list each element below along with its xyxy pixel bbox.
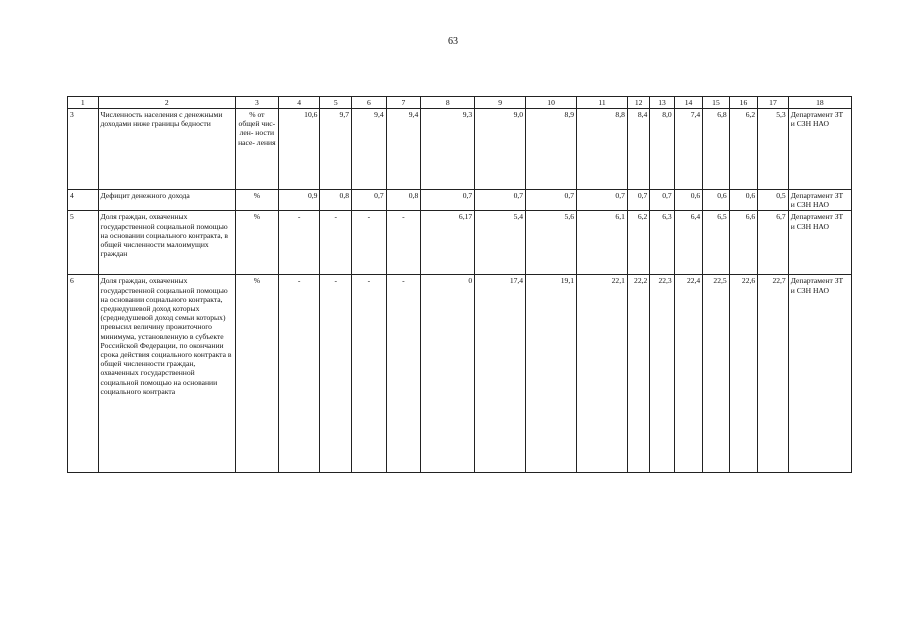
header-cell: 10 [526, 97, 577, 109]
header-cell: 18 [788, 97, 851, 109]
value-cell: 0,8 [386, 190, 421, 211]
value-cell: 22,3 [650, 275, 674, 473]
indicator-name: Доля граждан, охваченных государственной социальной помощью на основании социального контракта, среднедушевой доход которых (среднедушевой доход семьи которых) превысил величину прожиточного минимума, установленную в субъекте Российской Федерации, по окончании срока действия социального контракта в общей численности граждан, охваченных государственной социальной помощью на основании социального контракта [98, 275, 235, 473]
header-cell: 6 [352, 97, 387, 109]
value-cell: 6,2 [729, 109, 758, 190]
value-cell: 10,6 [278, 109, 320, 190]
value-cell: - [320, 275, 352, 473]
unit-cell: % [235, 190, 278, 211]
unit-cell: % [235, 275, 278, 473]
value-cell: 22,7 [758, 275, 789, 473]
table-row [68, 190, 852, 211]
table-row [68, 275, 852, 473]
responsible-cell: Департамент ЗТ и СЗН НАО [788, 275, 851, 473]
header-cell: 5 [320, 97, 352, 109]
unit-cell: % от общей чис- лен- ности насе- ления [235, 109, 278, 190]
header-row [68, 97, 852, 109]
value-cell: 6,17 [421, 211, 475, 275]
value-cell: 22,1 [577, 275, 628, 473]
value-cell: 8,0 [650, 109, 674, 190]
value-cell: 22,6 [729, 275, 758, 473]
value-cell: - [320, 211, 352, 275]
value-cell: 0,6 [674, 190, 703, 211]
header-cell: 14 [674, 97, 703, 109]
header-cell: 1 [68, 97, 99, 109]
value-cell: 5,3 [758, 109, 789, 190]
value-cell: 8,4 [627, 109, 649, 190]
value-cell: 0,7 [577, 190, 628, 211]
value-cell: 6,8 [703, 109, 729, 190]
indicator-name: Дефицит денежного дохода [98, 190, 235, 211]
value-cell: 9,3 [421, 109, 475, 190]
header-cell: 2 [98, 97, 235, 109]
value-cell: 0,9 [278, 190, 320, 211]
value-cell: 6,3 [650, 211, 674, 275]
header-cell: 15 [703, 97, 729, 109]
header-cell: 4 [278, 97, 320, 109]
value-cell: 0,6 [703, 190, 729, 211]
header-cell: 9 [475, 97, 526, 109]
header-cell: 13 [650, 97, 674, 109]
value-cell: 0,7 [627, 190, 649, 211]
value-cell: 6,1 [577, 211, 628, 275]
value-cell: 22,5 [703, 275, 729, 473]
value-cell: - [386, 275, 421, 473]
value-cell: 0,7 [475, 190, 526, 211]
value-cell: 9,4 [352, 109, 387, 190]
indicator-name: Численность населения с денежными доходами ниже границы бедности [98, 109, 235, 190]
value-cell: - [352, 275, 387, 473]
row-number: 4 [68, 190, 99, 211]
value-cell: 9,0 [475, 109, 526, 190]
value-cell: 5,6 [526, 211, 577, 275]
table-row [68, 211, 852, 275]
value-cell: 6,4 [674, 211, 703, 275]
row-number: 6 [68, 275, 99, 473]
value-cell: 19,1 [526, 275, 577, 473]
header-cell: 7 [386, 97, 421, 109]
value-cell: 0,5 [758, 190, 789, 211]
value-cell: 17,4 [475, 275, 526, 473]
value-cell: 0,8 [320, 190, 352, 211]
header-cell: 12 [627, 97, 649, 109]
responsible-cell: Департамент ЗТ и СЗН НАО [788, 109, 851, 190]
value-cell: 0,7 [421, 190, 475, 211]
value-cell: 6,5 [703, 211, 729, 275]
value-cell: 0,7 [650, 190, 674, 211]
row-number: 5 [68, 211, 99, 275]
indicators-table [67, 96, 852, 473]
unit-cell: % [235, 211, 278, 275]
header-cell: 17 [758, 97, 789, 109]
indicator-name: Доля граждан, охваченных государственной социальной помощью на основании социального контракта, в общей численности малоимущих граждан [98, 211, 235, 275]
header-cell: 3 [235, 97, 278, 109]
value-cell: 0,6 [729, 190, 758, 211]
value-cell: 0,7 [526, 190, 577, 211]
value-cell: 9,7 [320, 109, 352, 190]
row-number: 3 [68, 109, 99, 190]
value-cell: 8,9 [526, 109, 577, 190]
responsible-cell: Департамент ЗТ и СЗН НАО [788, 190, 851, 211]
value-cell: 5,4 [475, 211, 526, 275]
value-cell: 22,2 [627, 275, 649, 473]
header-cell: 11 [577, 97, 628, 109]
value-cell: 9,4 [386, 109, 421, 190]
value-cell: 22,4 [674, 275, 703, 473]
header-cell: 8 [421, 97, 475, 109]
value-cell: 6,6 [729, 211, 758, 275]
value-cell: 7,4 [674, 109, 703, 190]
value-cell: 0 [421, 275, 475, 473]
value-cell: 6,2 [627, 211, 649, 275]
value-cell: 6,7 [758, 211, 789, 275]
value-cell: - [278, 275, 320, 473]
responsible-cell: Департамент ЗТ и СЗН НАО [788, 211, 851, 275]
table-row [68, 109, 852, 190]
value-cell: - [278, 211, 320, 275]
value-cell: 8,8 [577, 109, 628, 190]
value-cell: 0,7 [352, 190, 387, 211]
header-cell: 16 [729, 97, 758, 109]
value-cell: - [386, 211, 421, 275]
value-cell: - [352, 211, 387, 275]
page-number: 63 [448, 36, 458, 47]
